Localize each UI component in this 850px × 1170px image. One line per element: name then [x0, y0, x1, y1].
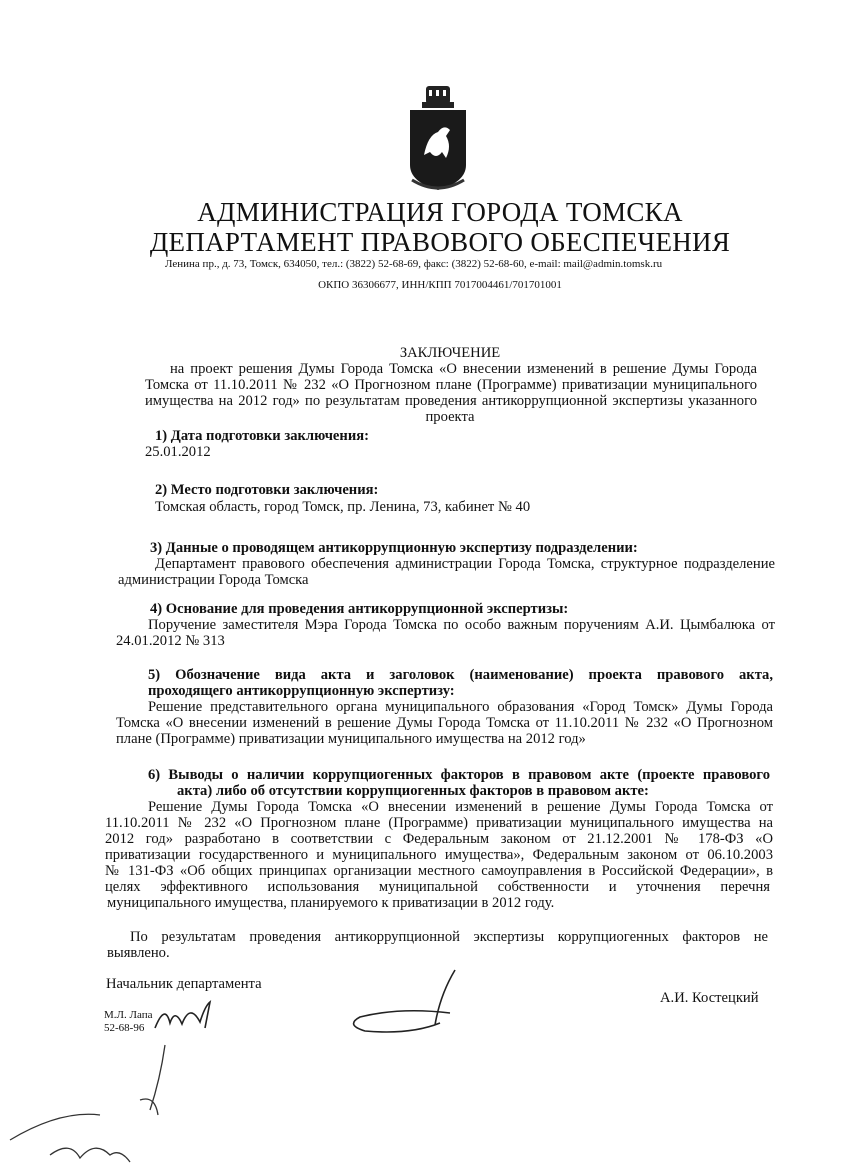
section-6-heading: 6) Выводы о наличии коррупциогенных факторов в правовом акте (проекте правового	[148, 767, 770, 783]
section-6-body: целях эффективного использования муниципальной собственности и уточнения перечня	[105, 879, 770, 895]
section-6-heading: акта) либо об отсутствии коррупциогенных факторов в правовом акте:	[177, 783, 649, 799]
executor-phone: 52-68-96	[104, 1022, 145, 1034]
section-6-body: приватизации государственного и муниципального имущества», Федеральным законом от 06.10.2003	[105, 847, 773, 863]
section-6-body: Решение Думы Города Томска «О внесении изменений в решение Думы Города Томска от	[148, 799, 773, 815]
section-2-heading: 2) Место подготовки заключения:	[155, 482, 379, 498]
section-4-heading: 4) Основание для проведения антикоррупционной экспертизы:	[150, 601, 569, 617]
org-name: АДМИНИСТРАЦИЯ ГОРОДА ТОМСКА	[197, 197, 683, 227]
section-5-body: Решение представительного органа муниципального образования «Город Томск» Думы Города	[148, 699, 773, 715]
tomsk-coat-of-arms-emblem	[402, 80, 474, 198]
signer-name: А.И. Костецкий	[660, 990, 759, 1006]
document-body	[0, 345, 850, 1066]
conclusion-line: По результатам проведения антикоррупционной экспертизы коррупциогенных факторов не	[130, 929, 768, 945]
conclusion-line: выявлено.	[107, 945, 170, 961]
section-2-body: Томская область, город Томск, пр. Ленина, 73, кабинет № 40	[155, 499, 531, 515]
section-5-heading: проходящего антикоррупционную экспертизу:	[148, 683, 455, 699]
address: Ленина пр., д. 73, Томск, 634050, тел.: (3822) 52-68-69, факс: (3822) 52-68-60, e-mail:	[165, 258, 564, 270]
intro-line: на проект решения Думы Города Томска «О внесении изменений в решение Думы Города	[170, 361, 757, 377]
email-link[interactable]: mail@admin.tomsk.ru	[563, 258, 663, 270]
section-5-body: Томска «О внесении изменений в решение Думы Города Томска от 11.10.2011 № 232 «О Прогнозном	[116, 715, 773, 731]
section-4-body: Поручение заместителя Мэра Города Томска по особо важным поручениям А.И. Цымбалюка от	[148, 617, 775, 633]
section-3-body: администрации Города Томска	[118, 572, 309, 588]
executor-name: М.Л. Лапа	[104, 1009, 153, 1021]
section-3-heading: 3) Данные о проводящем антикоррупционную экспертизу подразделении:	[150, 540, 638, 556]
intro-line: имущества на 2012 год» по результатам проведения антикоррупционной экспертизы указанного	[145, 393, 757, 409]
org-codes: ОКПО 36306677, ИНН/КПП 7017004461/701701001	[318, 279, 562, 291]
doc-title: ЗАКЛЮЧЕНИЕ	[399, 345, 501, 361]
section-5-body: плане (Программе) приватизации муниципального имущества на 2012 год»	[116, 731, 586, 747]
visa-marks	[0, 1040, 180, 1170]
signer-position: Начальник департамента	[106, 976, 262, 992]
section-6-body: № 131-ФЗ «Об общих принципах организации местного самоуправления в Российской Федерации», в	[105, 863, 773, 879]
address-line	[165, 258, 662, 270]
signature-executor	[150, 998, 220, 1038]
section-6-body: муниципального имущества, планируемого к приватизации в 2012 году.	[107, 895, 555, 911]
intro-line: Томска от 11.10.2011 № 232 «О Прогнозном плане (Программе) приватизации муниципального	[145, 377, 757, 393]
section-1-heading: 1) Дата подготовки заключения:	[155, 428, 369, 444]
section-6-body: 11.10.2011 № 232 «О Прогнозном плане (Программе) приватизации муниципального имущества на	[105, 815, 773, 831]
section-6-body: 2012 год» разработано в соответствии с Федеральным законом от 21.12.2001 № 178-ФЗ «О	[105, 831, 773, 847]
section-1-body: 25.01.2012	[145, 444, 211, 460]
department-name: ДЕПАРТАМЕНТ ПРАВОВОГО ОБЕСПЕЧЕНИЯ	[149, 227, 731, 257]
section-4-body: 24.01.2012 № 313	[116, 633, 225, 649]
intro-line: проекта	[425, 409, 475, 425]
section-5-heading: 5) Обозначение вида акта и заголовок (наименование) проекта правового акта,	[148, 667, 773, 683]
section-3-body: Департамент правового обеспечения администрации Города Томска, структурное подразделение	[155, 556, 775, 572]
signature-main	[340, 965, 470, 1040]
